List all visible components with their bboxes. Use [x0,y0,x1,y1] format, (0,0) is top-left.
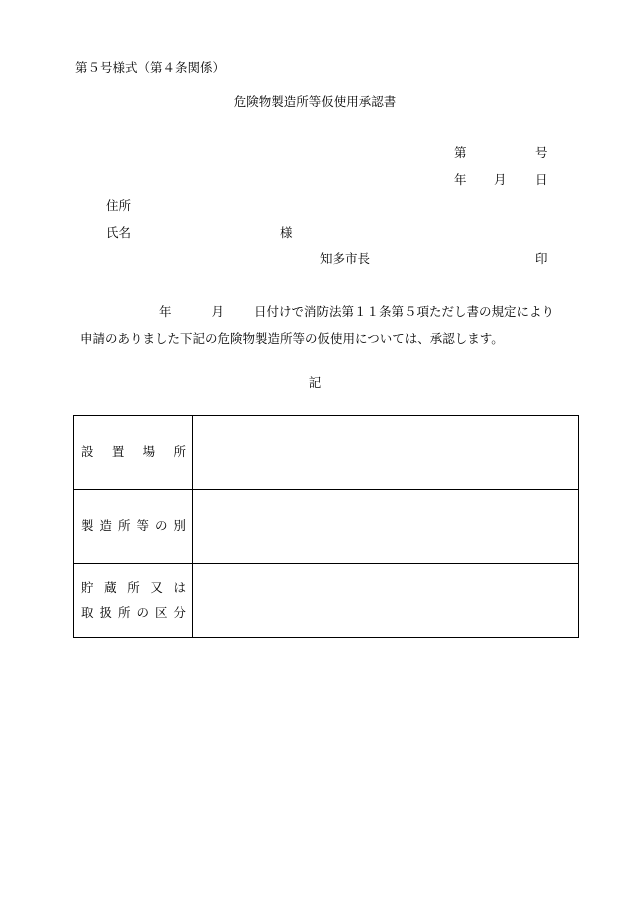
body-line-1 [159,306,554,319]
body-date-month: 月 [211,304,225,319]
details-row-label-char: 置 [111,444,125,460]
issuer-seal-label: 印 [535,251,548,266]
details-row-label-line [74,446,192,459]
details-row-value[interactable] [193,564,579,638]
details-table [73,415,579,638]
details-row-label-char: 設 [81,444,94,460]
details-row-label-line [74,579,192,595]
details-row-value[interactable] [193,490,579,564]
reference-number-suffix: 号 [535,145,548,160]
details-row-label-char: 等 [136,518,149,534]
recipient-honorific: 様 [280,225,293,240]
details-row-label-line [74,607,192,620]
recipient-address-label: 住所 [106,198,132,213]
details-row-label [74,416,193,490]
details-row-label-char: は [173,579,186,595]
details-row-label-char: 分 [173,605,186,620]
details-row-label [74,564,193,638]
details-row-label-char: の [136,605,149,620]
details-row-label-char: 区 [154,605,168,620]
form-number: 第５号様式（第４条関係） [75,60,226,75]
issue-date-year: 年 [454,172,467,187]
details-row-label-char: 蔵 [104,579,117,595]
details-row-label-char: 造 [99,518,112,534]
details-table-body [74,416,579,638]
details-row-label-char: の [154,518,168,534]
body-date-year: 年 [159,304,172,319]
details-row-value[interactable] [193,416,579,490]
details-row-label-char: 扱 [99,605,112,620]
details-row-label [74,490,193,564]
issue-date-month: 月 [494,172,507,187]
details-row-label-char: 製 [81,518,94,534]
reference-number-prefix: 第 [454,145,467,160]
details-row-label-line [74,520,192,533]
details-row-label-char: 所 [117,605,131,620]
details-row-label-char: 貯 [81,579,94,595]
details-row-label-char: 場 [142,444,156,460]
details-table-row [74,416,579,490]
details-row-label-char: 所 [173,444,186,460]
details-row-label-char: 又 [150,579,163,595]
issue-date-day: 日 [535,172,548,187]
details-table-row [74,490,579,564]
body-line-2: 申請のありました下記の危険物製造所等の仮使用については、承認します。 [80,331,504,346]
recipient-name-label: 氏名 [106,225,132,240]
body-line-1-text: 日付けで消防法第１１条第５項ただし書の規定により [254,304,555,319]
details-row-label-char: 所 [127,579,140,595]
note-label: 記 [308,375,322,390]
details-row-label-char: 別 [173,518,186,534]
details-row-label-char: 所 [117,518,131,534]
issuer-mayor-label: 知多市長 [320,251,371,266]
document-title: 危険物製造所等仮使用承認書 [233,94,397,109]
details-row-label-char: 取 [81,605,94,620]
details-table-row [74,564,579,638]
